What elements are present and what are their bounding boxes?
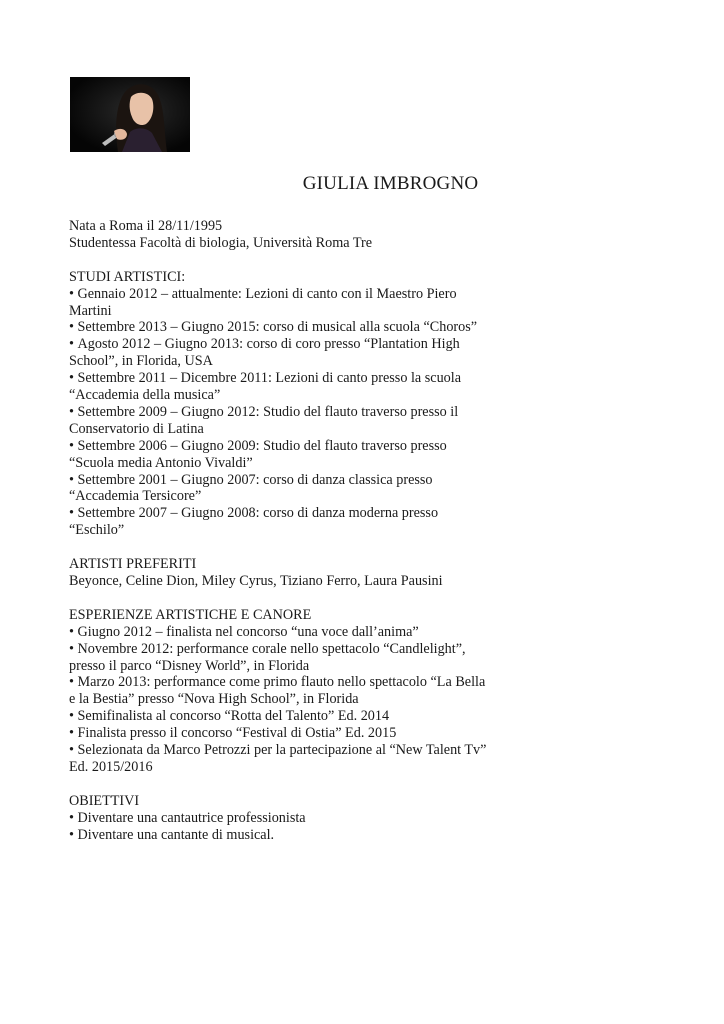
list-item: • Settembre 2006 – Giugno 2009: Studio del flauto traverso presso “Scuola media Antonio Vivaldi”: [69, 438, 489, 472]
obiettivi-section: [69, 793, 489, 844]
studi-list: [69, 286, 489, 540]
list-item: • Giugno 2012 – finalista nel concorso “una voce dall’anima”: [69, 624, 489, 641]
list-item: • Selezionata da Marco Petrozzi per la partecipazione al “New Talent Tv” Ed. 2015/2016: [69, 742, 489, 776]
list-item: • Settembre 2009 – Giugno 2012: Studio del flauto traverso presso il Conservatorio di Latina: [69, 404, 489, 438]
list-item: • Diventare una cantautrice professionista: [69, 810, 489, 827]
birth-info: Nata a Roma il 28/11/1995: [69, 218, 223, 234]
study-info: Studentessa Facoltà di biologia, Università Roma Tre: [69, 234, 373, 251]
artisti-text: Beyonce, Celine Dion, Miley Cyrus, Tiziano Ferro, Laura Pausini: [69, 573, 443, 589]
intro-section: [69, 218, 489, 252]
studi-section: [69, 269, 489, 540]
section-heading: ARTISTI PREFERITI: [69, 556, 197, 573]
section-heading: STUDI ARTISTICI:: [69, 268, 186, 285]
list-item: • Marzo 2013: performance come primo flauto nello spettacolo “La Bella e la Bestia” presso “Nova High School”, in Florida: [69, 674, 489, 708]
cv-body: [69, 218, 489, 843]
esperienze-section: [69, 607, 489, 776]
section-heading: ESPERIENZE ARTISTICHE E CANORE: [69, 606, 312, 623]
page-title: GIULIA IMBROGNO: [302, 173, 479, 194]
list-item: • Gennaio 2012 – attualmente: Lezioni di canto con il Maestro Piero Martini: [69, 286, 489, 320]
list-item: • Semifinalista al concorso “Rotta del Talento” Ed. 2014: [69, 708, 489, 725]
list-item: • Settembre 2007 – Giugno 2008: corso di danza moderna presso “Eschilo”: [69, 505, 489, 539]
list-item: • Settembre 2011 – Dicembre 2011: Lezioni di canto presso la scuola “Accademia della musica”: [69, 370, 489, 404]
artisti-section: [69, 556, 489, 590]
section-heading: OBIETTIVI: [69, 792, 140, 809]
list-item: • Settembre 2013 – Giugno 2015: corso di musical alla scuola “Choros”: [69, 319, 489, 336]
esperienze-list: [69, 624, 489, 776]
list-item: • Novembre 2012: performance corale nello spettacolo “Candlelight”, presso il parco “Disney World”, in Florida: [69, 641, 489, 675]
list-item: • Finalista presso il concorso “Festival di Ostia” Ed. 2015: [69, 725, 489, 742]
list-item: • Agosto 2012 – Giugno 2013: corso di coro presso “Plantation High School”, in Florida, USA: [69, 336, 489, 370]
list-item: • Diventare una cantante di musical.: [69, 827, 489, 844]
profile-photo: [70, 77, 190, 152]
obiettivi-list: [69, 810, 489, 844]
list-item: • Settembre 2001 – Giugno 2007: corso di danza classica presso “Accademia Tersicore”: [69, 472, 489, 506]
